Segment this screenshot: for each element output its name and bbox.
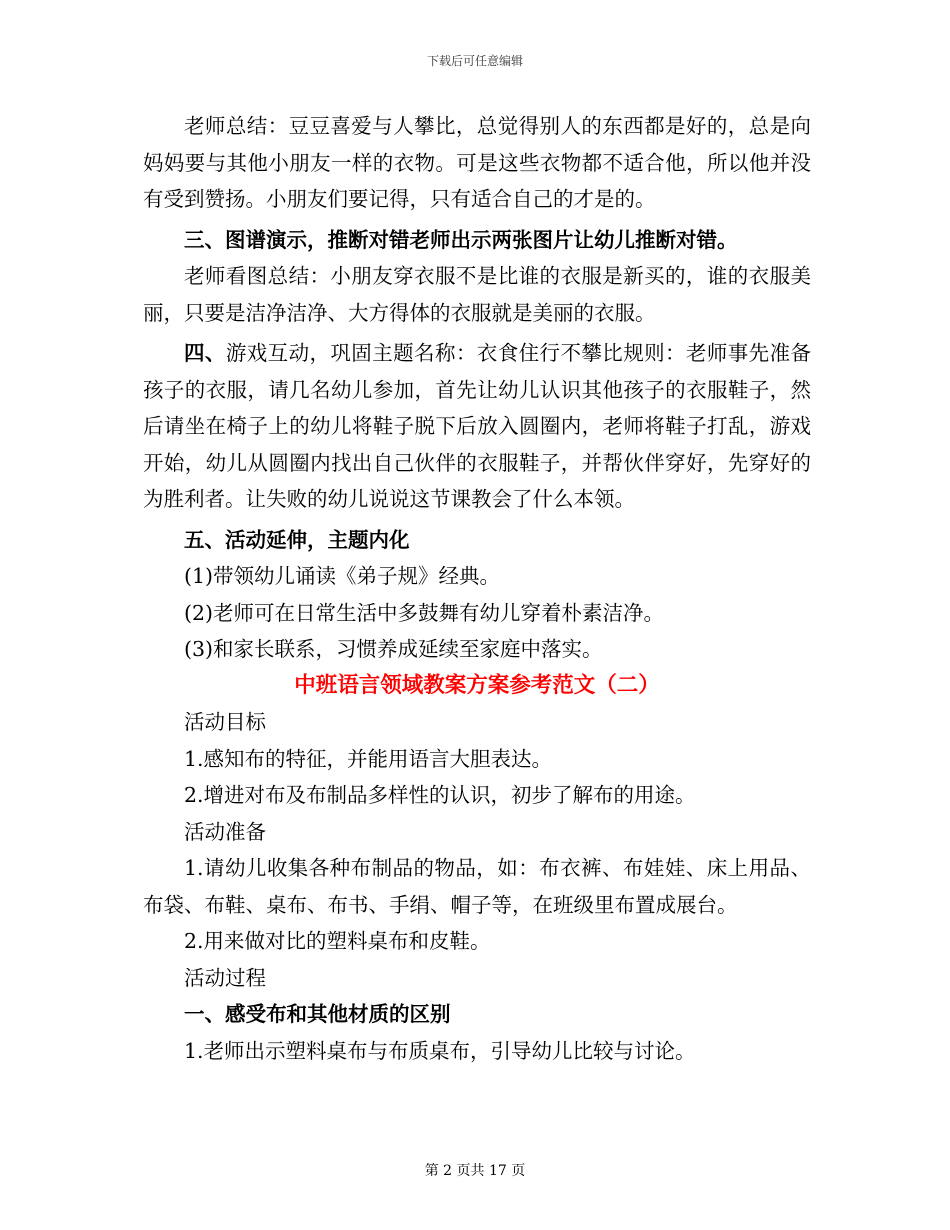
heading-process-1: 一、感受布和其他材质的区别: [184, 1002, 451, 1026]
section-title-2: 中班语言领域教案方案参考范文（二）: [294, 672, 660, 698]
paragraph-picture-summary: 老师看图总结：小朋友穿衣服不是比谁的衣服是新买的，谁的衣服美丽，只要是洁净洁净、大方得体的衣服就是美丽的衣服。: [143, 264, 811, 325]
list-item-3: (3)和家长联系，习惯养成延续至家庭中落实。: [184, 637, 603, 661]
heading-section-3: 三、图谱演示，推断对错老师出示两张图片让幼儿推断对错。: [184, 227, 738, 252]
page-header: 下载后可任意编辑: [426, 54, 523, 68]
label-activity-process: 活动过程: [184, 965, 266, 990]
process-item-1: 1.老师出示塑料桌布与布质桌布，引导幼儿比较与讨论。: [184, 1038, 696, 1063]
goal-item-1: 1.感知布的特征，并能用语言大胆表达。: [184, 746, 553, 771]
paragraph-teacher-summary: 老师总结：豆豆喜爱与人攀比，总觉得别人的东西都是好的，总是向妈妈要与其他小朋友一样的衣物。可是这些衣物都不适合他，所以他并没有受到赞扬。小朋友们要记得，只有适合自己的才是的。: [143, 114, 811, 211]
preparation-item-1: 1.请幼儿收集各种布制品的物品，如：布衣裤、布娃娃、床上用品、布袋、布鞋、桌布、布书、手绢、帽子等，在班级里布置成展台。: [143, 856, 811, 917]
goal-item-2: 2.增进对布及布制品多样性的认识，初步了解布的用途。: [184, 783, 696, 807]
list-item-1: (1)带领幼儿诵读《弟子规》经典。: [184, 564, 501, 588]
page-footer: 第 2 页共 17 页: [424, 1163, 526, 1179]
heading-section-5: 五、活动延伸，主题内化: [184, 527, 410, 552]
label-activity-goals: 活动目标: [184, 710, 266, 734]
section-4-text: 游戏互动，巩固主题名称：衣食住行不攀比规则：老师事先准备孩子的衣服，请几名幼儿参加，首先让幼儿认识其他孩子的衣服鞋子，然后请坐在椅子上的幼儿将鞋子脱下后放入圆圈内，老师将鞋子打乱，游戏开始，幼儿从圆圈内找出自己伙伴的衣服鞋子，并帮伙伴穿好，先穿好的为胜利者。让失败的幼儿说说这节课教会了什么本领。: [143, 341, 811, 511]
list-item-2: (2)老师可在日常生活中多鼓舞有幼儿穿着朴素洁净。: [184, 600, 665, 625]
paragraph-section-4: [143, 335, 811, 518]
preparation-item-2: 2.用来做对比的塑料桌布和皮鞋。: [184, 929, 491, 953]
label-activity-preparation: 活动准备: [184, 819, 266, 844]
section-4-lead: 四、: [184, 341, 226, 365]
document-body: [143, 108, 811, 1069]
